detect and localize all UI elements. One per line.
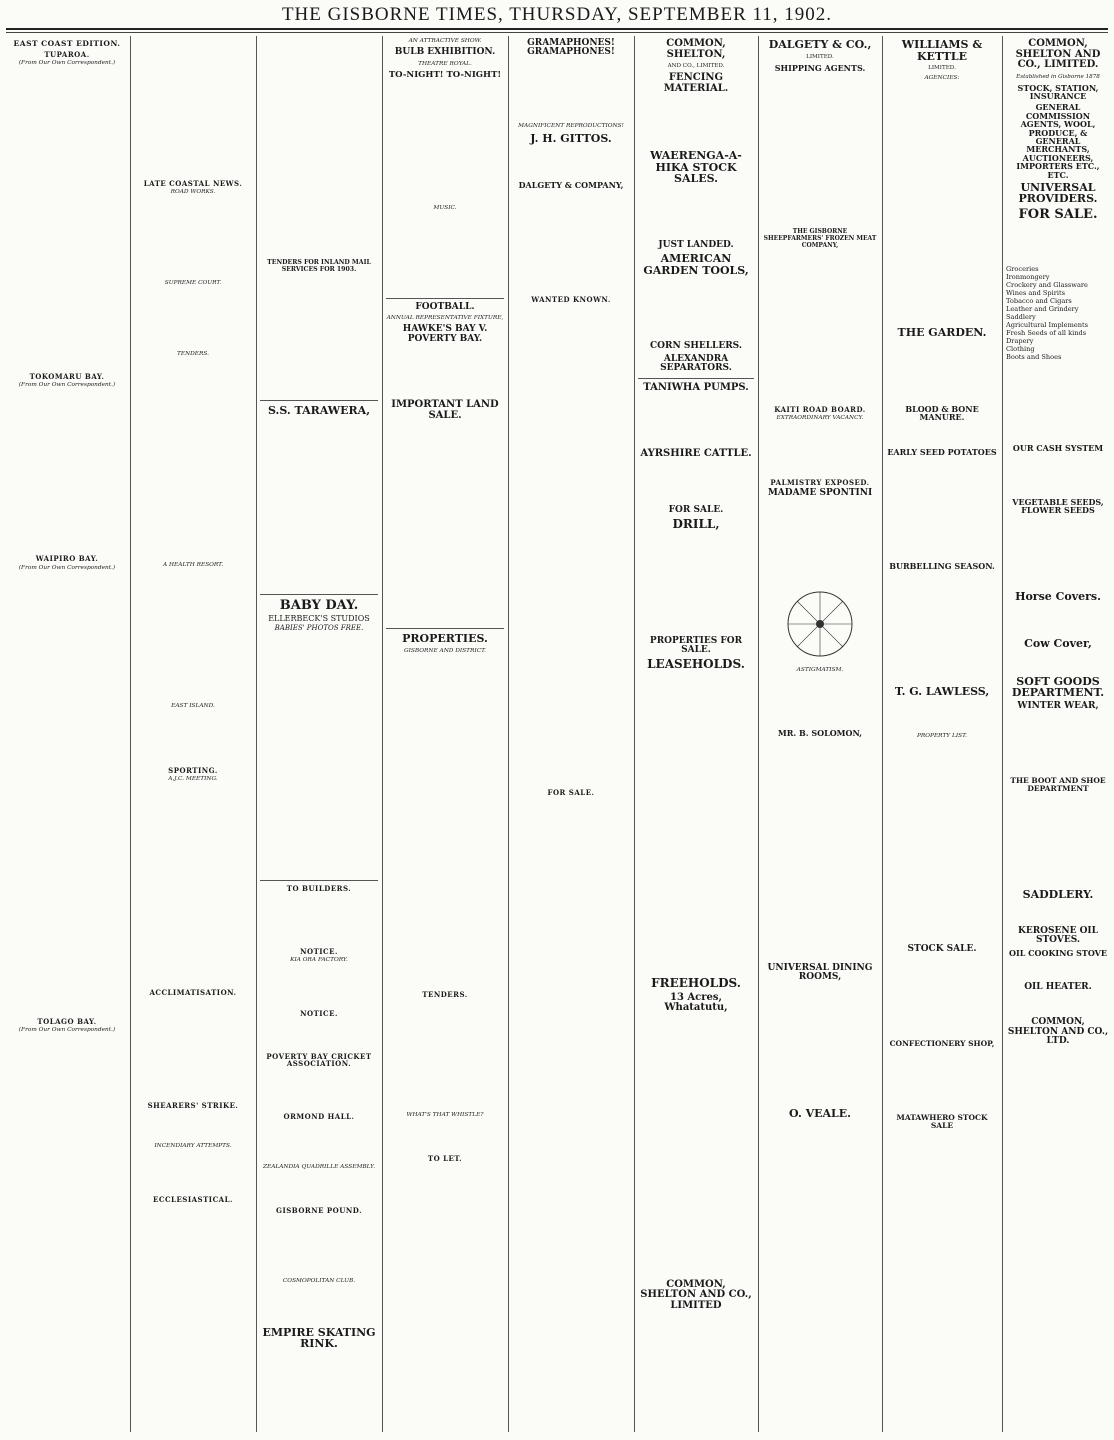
ad-and-co-limited: AND CO., LIMITED. bbox=[667, 63, 725, 69]
column-divider bbox=[882, 36, 883, 1432]
ad-text bbox=[512, 61, 630, 121]
article-text bbox=[134, 36, 252, 176]
ad-ss-tarawera: S.S. TARAWERA, bbox=[267, 404, 371, 418]
ad-for-sale-header: FOR SALE. bbox=[1018, 206, 1098, 222]
ad-important-land-sale: IMPORTANT LAND SALE. bbox=[391, 399, 499, 421]
ad-just-landed: JUST LANDED. bbox=[658, 239, 734, 250]
ad-text bbox=[886, 342, 998, 402]
ad-text bbox=[638, 279, 754, 339]
article-text bbox=[134, 289, 252, 349]
ad-to-let: TO LET. bbox=[427, 1153, 463, 1163]
list-item: Drapery bbox=[1006, 336, 1034, 345]
ad-text bbox=[638, 674, 754, 974]
ad-frozen-meat-company: THE GISBORNE SHEEPFARMERS' FROZEN MEAT COMPANY, bbox=[763, 228, 877, 250]
ad-saddlery: SADDLERY. bbox=[1022, 888, 1094, 902]
article-text bbox=[134, 785, 252, 985]
list-item: Fresh Seeds of all kinds bbox=[1006, 328, 1087, 337]
list-item: Wines and Spirits bbox=[1006, 288, 1066, 297]
article-text bbox=[260, 36, 378, 256]
ad-corn-shellers: CORN SHELLERS. bbox=[649, 341, 742, 352]
ad-oil-cooking-stove: OIL COOKING STOVE bbox=[1009, 947, 1107, 958]
ad-text bbox=[762, 252, 878, 402]
eye-chart-icon bbox=[775, 584, 865, 664]
ad-dalgety-company: DALGETY & COMPANY, bbox=[518, 179, 624, 190]
ad-madame-spontini: MADAME SPONTINI bbox=[767, 487, 873, 498]
heading-waipiro-bay: WAIPIRO BAY. bbox=[35, 554, 99, 564]
column-divider bbox=[382, 36, 383, 1432]
ad-zealandia-quadrille: ZEALANDIA QUADRILLE ASSEMBLY. bbox=[262, 1164, 376, 1171]
ad-fencing-material: FENCING MATERIAL. bbox=[663, 72, 729, 94]
heading-tuparoa: TUPAROA. bbox=[44, 50, 90, 60]
ad-text bbox=[260, 276, 378, 396]
ad-text bbox=[1006, 960, 1110, 980]
column-8 bbox=[886, 36, 998, 1432]
ad-attractive-show: AN ATTRACTIVE SHOW. bbox=[408, 38, 482, 44]
article-text bbox=[134, 198, 252, 278]
ad-text bbox=[1006, 653, 1110, 673]
article-text bbox=[134, 1111, 252, 1141]
ad-stock-sale: STOCK SALE. bbox=[907, 944, 977, 955]
ad-empire-skating-rink: EMPIRE SKATING RINK. bbox=[262, 1325, 376, 1351]
ad-oil-heater: OIL HEATER. bbox=[1024, 981, 1092, 992]
ad-to-builders: TO BUILDERS. bbox=[286, 883, 352, 893]
ad-gisborne-pound: GISBORNE POUND. bbox=[275, 1206, 363, 1216]
list-item: Agricultural Implements bbox=[1006, 320, 1089, 329]
column-3 bbox=[260, 36, 378, 1432]
ad-text bbox=[512, 148, 630, 178]
ad-text bbox=[886, 742, 998, 942]
ad-whats-that-whistle: WHAT'S THAT WHISTLE? bbox=[406, 1111, 484, 1118]
ad-blood-bone-manure: BLOOD & BONE MANURE. bbox=[905, 403, 979, 423]
ad-properties: PROPERTIES. bbox=[402, 632, 488, 646]
heading-road-works: ROAD WORKS. bbox=[170, 189, 216, 196]
ad-text bbox=[260, 1173, 378, 1203]
ad-taniwha-pumps: TANIWHA PUMPS. bbox=[643, 381, 749, 393]
ad-text bbox=[386, 1121, 504, 1151]
ad-text bbox=[762, 676, 878, 726]
ad-text bbox=[886, 957, 998, 1037]
ad-kia-ora-factory: KIA ORA FACTORY. bbox=[290, 956, 348, 963]
ad-magnificent-reproductions: MAGNIFICENT REPRODUCTIONS! bbox=[518, 122, 624, 129]
article-text bbox=[134, 1152, 252, 1192]
heading-late-coastal-news: LATE COASTAL NEWS. bbox=[143, 179, 243, 188]
heading-acclimatisation: ACCLIMATISATION. bbox=[149, 987, 237, 997]
heading-incendiary-attempts: INCENDIARY ATTEMPTS. bbox=[154, 1142, 232, 1149]
ad-text bbox=[1006, 995, 1110, 1015]
ad-text bbox=[386, 214, 504, 294]
ad-universal-providers: UNIVERSAL PROVIDERS. bbox=[1018, 180, 1098, 206]
ad-tenders-inland-mail: TENDERS FOR INLAND MAIL SERVICES FOR 1903. bbox=[267, 259, 371, 274]
ad-for-sale: FOR SALE. bbox=[547, 788, 595, 797]
list-item: Tobacco and Cigars bbox=[1006, 296, 1072, 305]
heading-ajc-meeting: A.J.C. MEETING. bbox=[168, 775, 218, 782]
ad-football: FOOTBALL. bbox=[415, 301, 475, 312]
ad-text bbox=[762, 985, 878, 1105]
ad-kerosene-oil-stoves: KEROSENE OIL STOVES. bbox=[1018, 925, 1098, 946]
ad-babies-photos: BABIES' PHOTOS FREE. bbox=[274, 624, 364, 633]
ad-williams-kettle: WILLIAMS & KETTLE bbox=[901, 38, 983, 63]
ad-text bbox=[386, 424, 504, 624]
ad-dalgety-co: DALGETY & CO., bbox=[768, 38, 872, 51]
subheading-correspondent: (From Our Own Correspondent.) bbox=[18, 382, 116, 389]
ad-text bbox=[1006, 361, 1110, 441]
ad-kaiti-road-board: KAITI ROAD BOARD. bbox=[774, 405, 866, 415]
masthead-rule-thin bbox=[6, 32, 1108, 33]
column-divider bbox=[634, 36, 635, 1432]
ad-to-night: TO-NIGHT! TO-NIGHT! bbox=[388, 69, 502, 80]
column-6 bbox=[638, 36, 754, 1432]
ad-text bbox=[638, 188, 754, 238]
ad-eye-illustration bbox=[762, 584, 878, 664]
ad-boot-shoe-department: THE BOOT AND SHOE DEPARTMENT bbox=[1010, 776, 1106, 794]
ad-ayrshire-cattle: AYRSHIRE CATTLE. bbox=[640, 448, 752, 460]
ad-text bbox=[260, 1019, 378, 1049]
list-item: Crockery and Glassware bbox=[1006, 280, 1088, 289]
ad-bulb-exhibition: BULB EXHIBITION. bbox=[394, 47, 496, 58]
ad-our-cash-system: OUR CASH SYSTEM bbox=[1012, 442, 1104, 453]
ad-text bbox=[762, 75, 878, 225]
column-9 bbox=[1006, 36, 1110, 1432]
heading-health-resort: A HEALTH RESORT. bbox=[162, 562, 224, 569]
list-item: Leather and Grindery bbox=[1006, 304, 1079, 313]
ad-text bbox=[638, 97, 754, 147]
ad-agencies: AGENCIES: bbox=[924, 75, 960, 82]
column-divider bbox=[1002, 36, 1003, 1432]
ad-13-acres-whatatutu: 13 Acres, Whatatutu, bbox=[664, 991, 728, 1014]
ad-universal-dining-rooms: UNIVERSAL DINING ROOMS, bbox=[767, 962, 873, 982]
ad-baby-day: BABY DAY. bbox=[279, 597, 359, 613]
subheading-correspondent: (From Our Own Correspondent.) bbox=[18, 60, 116, 67]
ad-text bbox=[762, 501, 878, 581]
ad-freeholds: FREEHOLDS. bbox=[651, 976, 741, 991]
masthead-rule bbox=[6, 28, 1108, 30]
ad-confectionery-shop: CONFECTIONERY SHOP, bbox=[889, 1039, 995, 1049]
ad-cow-cover: Cow Cover, bbox=[1024, 637, 1092, 651]
ad-burbelling-season: BURBELLING SEASON. bbox=[889, 561, 995, 571]
subheading-correspondent: (From Our Own Correspondent.) bbox=[18, 564, 116, 571]
ad-text bbox=[1006, 904, 1110, 924]
ad-common-shelton: COMMON, SHELTON, bbox=[666, 38, 726, 60]
ad-theatre-royal: THEATRE ROYAL. bbox=[418, 60, 472, 67]
ad-text bbox=[886, 573, 998, 683]
ad-common-shelton-ltd: COMMON, SHELTON AND CO., LTD. bbox=[1007, 1017, 1109, 1047]
masthead: THE GISBORNE TIMES, THURSDAY, SEPTEMBER 11, 1902. bbox=[281, 4, 833, 25]
ad-text bbox=[638, 463, 754, 503]
ad-text bbox=[260, 1288, 378, 1324]
ad-tg-lawless: T. G. LAWLESS, bbox=[894, 685, 990, 699]
column-4 bbox=[386, 36, 504, 1432]
ad-text bbox=[638, 396, 754, 446]
ad-american-garden-tools: AMERICAN GARDEN TOOLS, bbox=[643, 252, 749, 277]
list-item: Groceries bbox=[1006, 264, 1039, 273]
list-item: Saddlery bbox=[1006, 312, 1036, 321]
ad-text bbox=[260, 420, 378, 590]
list-item: Clothing bbox=[1006, 344, 1035, 353]
column-7 bbox=[762, 36, 878, 1432]
list-item: Ironmongery bbox=[1006, 272, 1050, 281]
ad-property-table bbox=[386, 657, 504, 987]
ad-ormond-hall: ORMOND HALL. bbox=[283, 1112, 355, 1122]
ad-text bbox=[260, 636, 378, 876]
ad-text bbox=[260, 1122, 378, 1162]
heading-tolago-bay: TOLAGO BAY. bbox=[37, 1016, 97, 1026]
column-1 bbox=[8, 36, 126, 1432]
ad-cosmopolitan-club: COSMOPOLITAN CLUB. bbox=[282, 1278, 356, 1285]
heading-tenders: TENDERS. bbox=[176, 351, 210, 358]
article-text bbox=[134, 360, 252, 560]
ad-tenders: TENDERS. bbox=[422, 989, 468, 999]
ad-text bbox=[762, 741, 878, 961]
ad-text bbox=[886, 1051, 998, 1111]
ad-limited: LIMITED. bbox=[928, 65, 956, 72]
ad-text bbox=[260, 1216, 378, 1276]
ad-limited: LIMITED. bbox=[806, 53, 834, 60]
ad-o-veale: O. VEALE. bbox=[789, 1107, 851, 1121]
ad-properties-for-sale: PROPERTIES FOR SALE. bbox=[649, 635, 743, 656]
ad-horse-covers: Horse Covers. bbox=[1015, 589, 1101, 603]
ad-text bbox=[386, 83, 504, 203]
ad-ellerbeck-studios: ELLERBECK'S STUDIOS bbox=[268, 614, 370, 624]
ad-gramaphones: GRAMAPHONES! GRAMAPHONES! bbox=[527, 38, 615, 58]
article-text bbox=[134, 713, 252, 763]
heading-shearers-strike: SHEARERS' STRIKE. bbox=[147, 1100, 239, 1110]
ad-text bbox=[886, 701, 998, 731]
ad-general-commission-agents: GENERAL COMMISSION AGENTS, WOOL, PRODUCE, & GENERAL MERCHANTS, AUCTIONEERS, IMPORTERS ETC., ETC. bbox=[1016, 102, 1100, 180]
ad-astigmatism: ASTIGMATISM. bbox=[796, 667, 844, 674]
ad-for-sale: FOR SALE. bbox=[668, 504, 724, 515]
ad-soft-goods-department: SOFT GOODS DEPARTMENT. bbox=[1011, 674, 1105, 700]
ad-agencies-list bbox=[886, 84, 998, 324]
heading-east-coast-edition: EAST COAST EDITION. bbox=[13, 39, 121, 48]
ad-drill: DRILL, bbox=[672, 517, 720, 532]
ad-notice: NOTICE. bbox=[300, 946, 338, 956]
ad-alexandra-separators: ALEXANDRA SEPARATORS. bbox=[660, 353, 732, 374]
heading-tokomaru-bay: TOKOMARU BAY. bbox=[29, 372, 105, 382]
ad-established: Established in Gisborne 1878 bbox=[1016, 73, 1100, 80]
article-text bbox=[8, 391, 126, 551]
ad-stock-station-insurance: STOCK, STATION, INSURANCE bbox=[1017, 82, 1099, 101]
column-5 bbox=[512, 36, 630, 1432]
ad-notice: NOTICE. bbox=[300, 1008, 338, 1018]
ad-shipping-agents: SHIPPING AGENTS. bbox=[774, 62, 866, 73]
article-text bbox=[8, 69, 126, 369]
article-text bbox=[134, 571, 252, 701]
ad-text bbox=[1006, 225, 1110, 265]
ad-cricket-association: POVERTY BAY CRICKET ASSOCIATION. bbox=[266, 1051, 372, 1069]
column-divider bbox=[758, 36, 759, 1432]
ad-text bbox=[886, 459, 998, 559]
ad-vegetable-flower-seeds: VEGETABLE SEEDS, FLOWER SEEDS bbox=[1012, 497, 1104, 516]
column-2 bbox=[134, 36, 252, 1432]
ad-property-list: PROPERTY LIST. bbox=[917, 732, 967, 739]
ad-hawkes-bay-v-poverty-bay: HAWKE'S BAY V. POVERTY BAY. bbox=[402, 324, 488, 344]
ad-text bbox=[260, 966, 378, 1006]
column-divider bbox=[508, 36, 509, 1432]
article-text bbox=[134, 998, 252, 1098]
ad-gisborne-district: GISBORNE AND DISTRICT. bbox=[404, 647, 486, 654]
ad-text bbox=[260, 894, 378, 944]
ad-leaseholds: LEASEHOLDS. bbox=[647, 657, 745, 672]
heading-sporting: SPORTING. bbox=[168, 765, 218, 775]
ad-common-shelton-footer: COMMON, SHELTON AND CO., LIMITED bbox=[640, 1278, 752, 1311]
heading-supreme-court: SUPREME COURT. bbox=[164, 280, 222, 287]
ad-goods-list bbox=[1006, 265, 1110, 361]
ad-text bbox=[1006, 605, 1110, 635]
ad-jh-gittos: J. H. GITTOS. bbox=[530, 131, 612, 145]
ad-early-seed-potatoes: EARLY SEED POTATOES bbox=[887, 446, 997, 457]
ad-extraordinary-vacancy: EXTRAORDINARY VACANCY. bbox=[776, 415, 864, 422]
column-divider bbox=[256, 36, 257, 1432]
ad-stock-sales: WAERENGA-A-HIKA STOCK SALES. bbox=[650, 149, 742, 186]
ad-text bbox=[386, 347, 504, 397]
ad-classifieds bbox=[512, 305, 630, 785]
ad-text bbox=[512, 192, 630, 292]
ad-palmistry-exposed: PALMISTRY EXPOSED. bbox=[770, 477, 870, 487]
ad-mr-solomon: MR. B. SOLOMON, bbox=[777, 728, 863, 739]
ad-text bbox=[638, 1017, 754, 1277]
heading-east-island: EAST ISLAND. bbox=[171, 703, 215, 710]
article-text bbox=[8, 574, 126, 1014]
ad-the-garden: THE GARDEN. bbox=[897, 326, 987, 340]
ad-wanted-known: WANTED KNOWN. bbox=[531, 294, 611, 304]
ad-winter-wear: WINTER WEAR, bbox=[1017, 700, 1099, 711]
ad-music: MUSIC. bbox=[433, 204, 457, 211]
ad-text bbox=[1006, 518, 1110, 588]
subheading-correspondent: (From Our Own Correspondent.) bbox=[18, 1026, 116, 1033]
list-item: Boots and Shoes bbox=[1006, 352, 1062, 361]
ad-text bbox=[638, 534, 754, 634]
ad-common-shelton-header: COMMON, SHELTON AND CO., LIMITED. bbox=[1015, 38, 1101, 70]
ad-text bbox=[886, 425, 998, 445]
column-divider bbox=[130, 36, 131, 1432]
ad-matawhero-stock-sale: MATAWHERO STOCK SALE bbox=[896, 1113, 988, 1131]
ad-text bbox=[386, 1000, 504, 1110]
ad-text bbox=[1006, 455, 1110, 495]
ad-text bbox=[1006, 796, 1110, 886]
heading-ecclesiastical: ECCLESIASTICAL. bbox=[153, 1195, 233, 1205]
ad-text bbox=[1006, 714, 1110, 774]
ad-text bbox=[260, 1069, 378, 1109]
ad-representative-fixture: ANNUAL REPRESENTATIVE FIXTURE, bbox=[386, 315, 504, 322]
ad-text bbox=[762, 425, 878, 475]
